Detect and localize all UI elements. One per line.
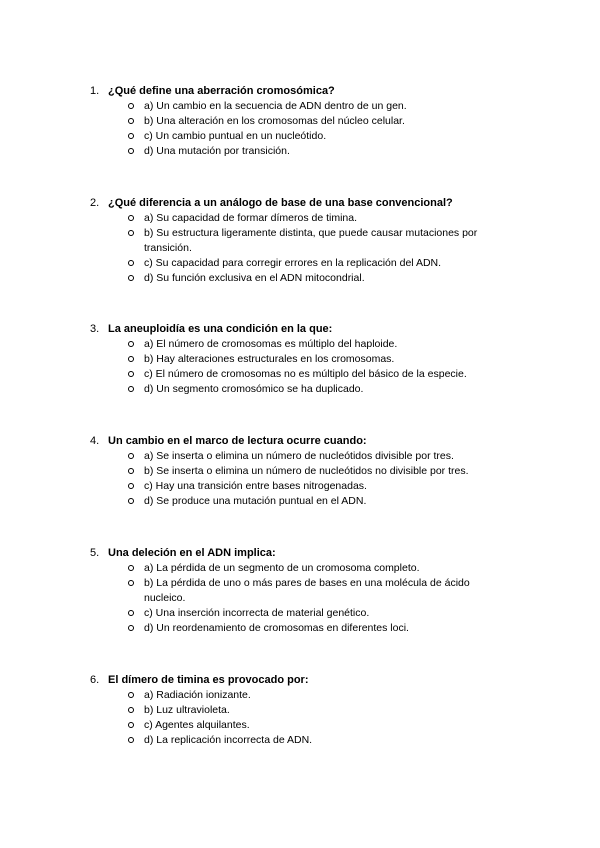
option-list [90,337,510,397]
option-item [90,114,494,129]
bullet-icon [128,498,134,504]
question-title [90,434,510,449]
option-text: d) Un reordenamiento de cromosomas en diferentes loci. [144,622,409,634]
bullet-icon [128,722,134,728]
option-text: b) Una alteración en los cromosomas del núcleo celular. [144,115,405,127]
option-item [90,703,494,718]
option-item [90,99,494,114]
option-item [90,271,494,286]
option-item [90,352,494,367]
bullet-icon [128,386,134,392]
option-text: c) Un cambio puntual en un nucleótido. [144,130,327,142]
option-text: c) Hay una transición entre bases nitrogenadas. [144,480,367,492]
question-number: 2. [90,197,100,209]
option-item [90,479,494,494]
option-text: b) Hay alteraciones estructurales en los cromosomas. [144,353,395,365]
option-text: a) Su capacidad de formar dímeros de timina. [144,212,358,224]
question-title [90,546,510,561]
option-item [90,464,494,479]
option-text: d) La replicación incorrecta de ADN. [144,734,313,746]
bullet-icon [128,118,134,124]
question-number: 3. [90,323,100,335]
question-text: La aneuploidía es una condición en la que: [108,323,333,335]
bullet-icon [128,148,134,154]
option-item [90,256,494,271]
option-text: a) El número de cromosomas es múltiplo del haploide. [144,338,398,350]
bullet-icon [128,707,134,713]
bullet-icon [128,453,134,459]
question-text: Un cambio en el marco de lectura ocurre cuando: [108,435,367,447]
option-text: c) Agentes alquilantes. [144,719,250,731]
question-4 [90,434,510,509]
question-number: 1. [90,85,100,97]
bullet-icon [128,275,134,281]
option-text: b) La pérdida de uno o más pares de bases en una molécula de ácido nucleico. [144,577,470,604]
bullet-icon [128,468,134,474]
bullet-icon [128,737,134,743]
option-list [90,688,510,748]
question-5 [90,546,510,636]
option-item [90,621,494,636]
bullet-icon [128,610,134,616]
option-text: b) Se inserta o elimina un número de nucleótidos no divisible por tres. [144,465,469,477]
question-number: 5. [90,547,100,559]
question-title [90,322,510,337]
question-title [90,196,510,211]
option-item [90,688,494,703]
option-list [90,211,510,286]
question-1 [90,84,510,159]
question-text: ¿Qué define una aberración cromosómica? [108,85,335,97]
option-item [90,449,494,464]
bullet-icon [128,565,134,571]
option-item [90,129,494,144]
option-item [90,733,494,748]
option-item [90,561,494,576]
option-item [90,494,494,509]
bullet-icon [128,215,134,221]
option-item [90,606,494,621]
bullet-icon [128,625,134,631]
option-text: b) Luz ultravioleta. [144,704,230,716]
option-text: a) Un cambio en la secuencia de ADN dentro de un gen. [144,100,407,112]
question-text: El dímero de timina es provocado por: [108,674,309,686]
bullet-icon [128,133,134,139]
question-text: ¿Qué diferencia a un análogo de base de una base convencional? [108,197,453,209]
option-list [90,449,510,509]
option-text: c) Su capacidad para corregir errores en la replicación del ADN. [144,257,442,269]
option-item [90,226,494,256]
option-item [90,337,494,352]
option-text: a) La pérdida de un segmento de un cromosoma completo. [144,562,420,574]
option-text: b) Su estructura ligeramente distinta, que puede causar mutaciones por transición. [144,227,478,254]
question-number: 6. [90,674,100,686]
option-text: c) Una inserción incorrecta de material genético. [144,607,370,619]
bullet-icon [128,103,134,109]
option-text: c) El número de cromosomas no es múltiplo del básico de la especie. [144,368,467,380]
question-title [90,84,510,99]
bullet-icon [128,341,134,347]
option-item [90,211,494,226]
question-3 [90,322,510,397]
bullet-icon [128,230,134,236]
bullet-icon [128,580,134,586]
bullet-icon [128,356,134,362]
question-title [90,673,510,688]
bullet-icon [128,483,134,489]
bullet-icon [128,692,134,698]
option-text: a) Radiación ionizante. [144,689,251,701]
option-text: d) Se produce una mutación puntual en el ADN. [144,495,367,507]
option-text: d) Su función exclusiva en el ADN mitocondrial. [144,272,365,284]
option-list [90,99,510,159]
bullet-icon [128,371,134,377]
question-2 [90,196,510,286]
option-item [90,367,494,382]
option-item [90,144,494,159]
question-text: Una deleción en el ADN implica: [108,547,276,559]
option-text: d) Una mutación por transición. [144,145,290,157]
option-list [90,561,510,636]
option-item [90,382,494,397]
question-6 [90,673,510,748]
option-item [90,718,494,733]
option-text: d) Un segmento cromosómico se ha duplicado. [144,383,364,395]
question-number: 4. [90,435,100,447]
bullet-icon [128,260,134,266]
option-text: a) Se inserta o elimina un número de nucleótidos divisible por tres. [144,450,454,462]
option-item [90,576,494,606]
